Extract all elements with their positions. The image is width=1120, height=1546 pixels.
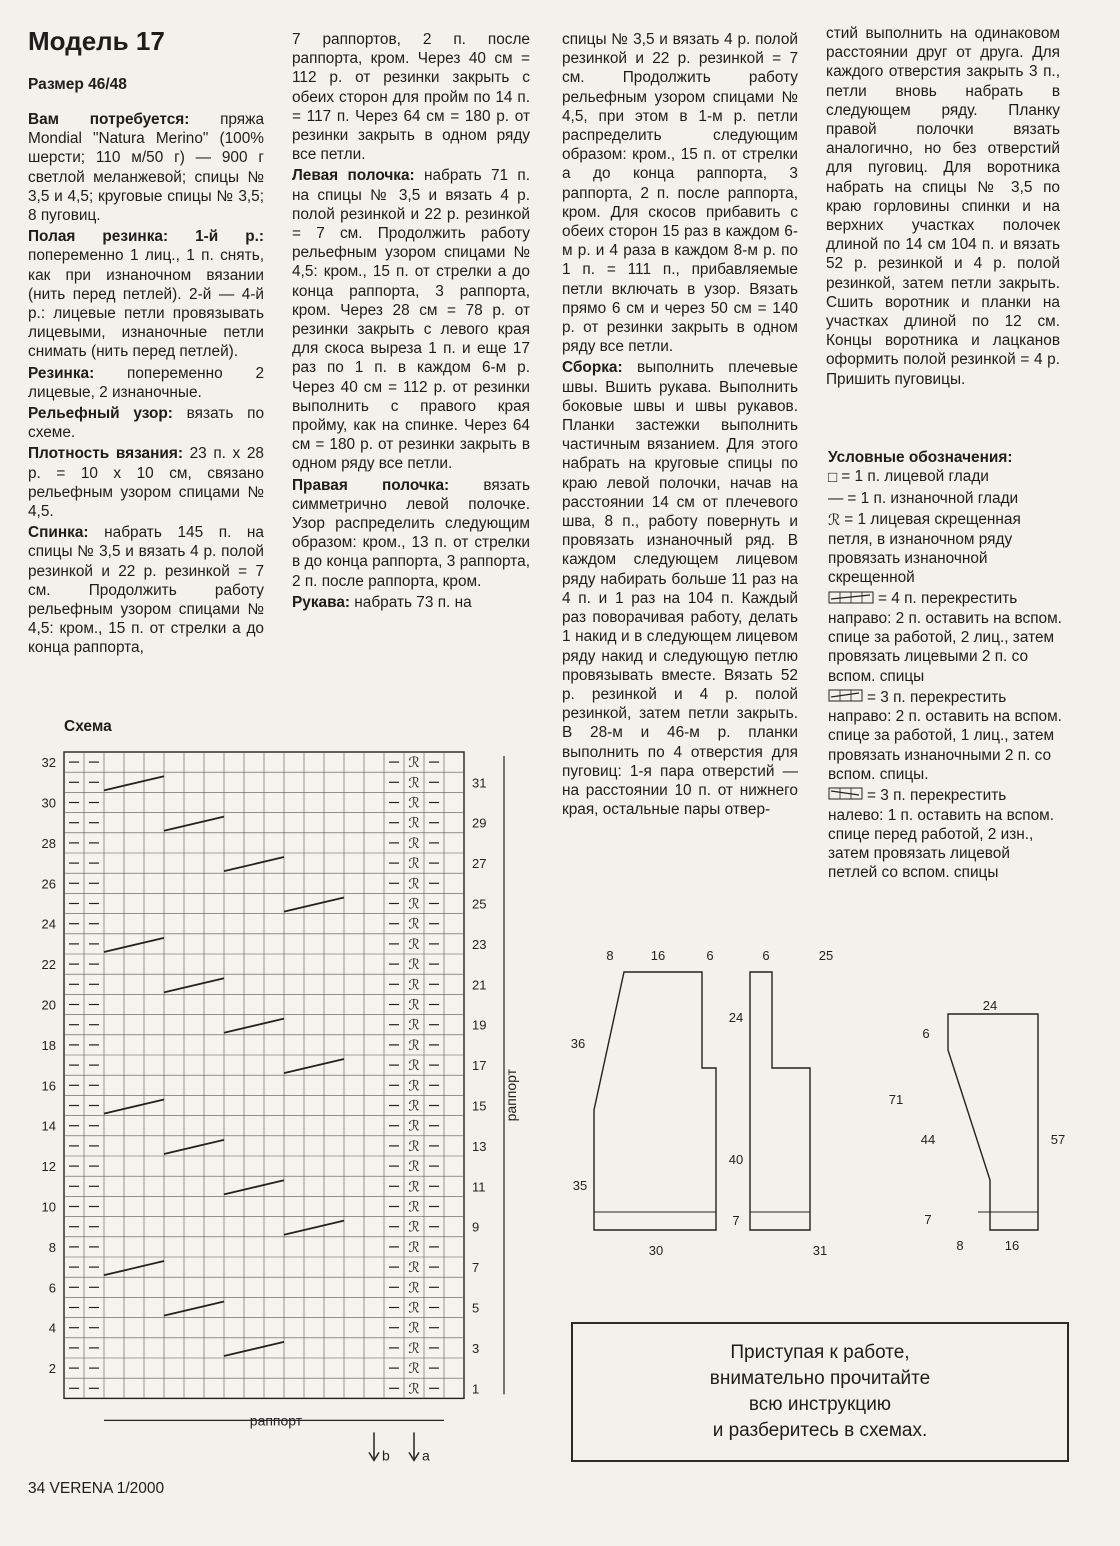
twisted-stitch-mark: ℛ — [408, 956, 420, 973]
row-number-right: 27 — [472, 856, 487, 872]
front-dim: 31 — [812, 1243, 828, 1258]
twisted-stitch-mark: ℛ — [408, 1097, 420, 1114]
row-number-right: 9 — [472, 1219, 480, 1235]
paragraph-heading: Рукава: — [292, 593, 351, 611]
twisted-stitch-mark: ℛ — [408, 1279, 420, 1296]
paragraph-heading: Полая резинка: 1-й р.: — [28, 228, 264, 246]
legend-text: = 4 п. перекрестить направо: 2 п. оставить на вспом. спице за работой, 2 лиц., затем провязать лицевыми 2 п. со вспом. спицы — [828, 590, 1062, 685]
back-dim: 40 — [728, 1152, 744, 1167]
col4-paragraph — [826, 24, 1060, 389]
row-number-left: 10 — [41, 1199, 56, 1215]
paragraph-text: 7 раппортов, 2 п. после раппорта, кром. Через 40 см = 112 р. от резинки закрыть с обеих сторон для пройм по 14 п. = 117 п. Через 64 см = 180 р. от резинки закрыть в одном ряду все петли. — [292, 31, 530, 164]
col3-paragraph — [562, 358, 798, 819]
sleeve-dim: 44 — [920, 1132, 936, 1147]
row-number-right: 5 — [472, 1300, 480, 1316]
front-top-dim: 25 — [818, 948, 834, 963]
legend-item — [828, 489, 1062, 509]
row-number-right: 23 — [472, 936, 487, 952]
front-top-dim: 6 — [762, 948, 770, 963]
sleeve-dim: 16 — [1004, 1238, 1020, 1253]
paragraph-text: вязать симметрично левой полочке. Узор распределить следующим образом: кром., 13 п. от стрелки в до конца раппорта, 3 раппорта, 2 п. после раппорта, кром. — [292, 476, 530, 590]
cable-cross-icon — [828, 786, 863, 805]
twisted-stitch-mark: ℛ — [408, 976, 420, 993]
col1-paragraph — [28, 444, 264, 521]
row-number-right: 3 — [472, 1340, 480, 1356]
text-column-4 — [826, 24, 1060, 391]
front-dim: 71 — [888, 1092, 904, 1107]
sleeve-outline — [948, 1014, 1038, 1230]
twisted-stitch-mark: ℛ — [408, 754, 420, 771]
row-number-right: 7 — [472, 1260, 480, 1276]
twisted-stitch-mark: ℛ — [408, 1137, 420, 1154]
row-number-left: 12 — [41, 1159, 56, 1175]
back-top-dim: 8 — [606, 948, 614, 963]
twisted-stitch-mark: ℛ — [408, 1218, 420, 1235]
col1-paragraph — [28, 110, 264, 225]
twisted-stitch-mark: ℛ — [408, 1238, 420, 1255]
back-dim: 30 — [648, 1243, 664, 1258]
row-number-left: 26 — [41, 876, 56, 892]
page-footer: 34 VERENA 1/2000 — [28, 1480, 165, 1497]
paragraph-text: набрать 145 п. на спицы № 3,5 и вязать 4 р. полой резинкой и 22 р. резинкой = 7 см. Продолжить работу рельефным узором спицами № 4,5: кром., 15 п. от стрелки а до конца раппорта, — [28, 524, 264, 657]
paragraph-heading: Резинка: — [28, 364, 95, 382]
sleeve-dim: 24 — [982, 998, 998, 1013]
sleeve-dim: 6 — [922, 1026, 930, 1041]
twisted-stitch-mark: ℛ — [408, 1158, 420, 1175]
page-title: Модель 17 — [28, 26, 165, 56]
twisted-stitch-mark: ℛ — [408, 875, 420, 892]
twisted-stitch-mark: ℛ — [408, 996, 420, 1013]
purl-stitch-icon: — — [828, 490, 844, 508]
twisted-stitch-mark: ℛ — [408, 895, 420, 912]
bottom-repeat-label: раппорт — [249, 1412, 303, 1429]
row-number-left: 8 — [48, 1239, 56, 1255]
arrow-label-b: b — [382, 1447, 390, 1464]
back-top-dim: 6 — [706, 948, 714, 963]
back-dim: 7 — [732, 1213, 740, 1228]
twisted-stitch-mark: ℛ — [408, 794, 420, 811]
twisted-stitch-mark: ℛ — [408, 1259, 420, 1276]
legend-item — [828, 688, 1062, 784]
paragraph-text: пряжа Mondial "Natura Merino" (100% шерсти; 110 м/50 г) — 900 г светлой меланжевой; спицы № 3,5 и 4,5; круговые спицы № 3,5; 8 пуговиц. — [28, 111, 264, 225]
twisted-stitch-mark: ℛ — [408, 1036, 420, 1053]
paragraph-heading: Вам потребуется: — [28, 111, 190, 128]
twisted-stitch-mark: ℛ — [408, 1057, 420, 1074]
twisted-stitch-mark: ℛ — [408, 1380, 420, 1397]
legend-item — [828, 510, 1062, 587]
paragraph-heading: Правая полочка: — [292, 476, 450, 494]
row-number-right: 17 — [472, 1058, 487, 1074]
twisted-stitch-mark: ℛ — [408, 1077, 420, 1094]
front-outline — [750, 972, 810, 1230]
row-number-left: 14 — [41, 1118, 56, 1134]
twisted-stitch-mark: ℛ — [408, 935, 420, 952]
legend-text: = 1 лицевая скрещенная петля, в изнаночном ряду провязать изнаночной скрещенной — [828, 511, 1021, 587]
legend-items — [828, 467, 1062, 882]
row-number-left: 18 — [41, 1037, 56, 1053]
legend-item — [828, 589, 1062, 685]
sleeve-dim: 7 — [924, 1212, 932, 1227]
paragraph-text: набрать 71 п. на спицы № 3,5 и вязать 4 р. полой резинкой и 22 р. резинкой = 7 см. Продолжить работу рельефным узором спицами № 4,5: кром., 15 п. от стрелки а до конца раппорта, 3 раппорта, кром. Через 28 см = 78 р. от резинки закрыть с левого края для скоса выреза 1 п. и еще 17 раз по 1 п. в каждом 6-м р. Через 40 см = 112 р. от резинки выполнить с правого края пройму, как на спинке. Через 64 см = 180 р. от резинки закрыть в одном ряду все петли. — [292, 167, 531, 473]
paragraph-heading: Сборка: — [562, 359, 623, 377]
twisted-stitch-icon: ℛ — [828, 511, 841, 529]
schema-label: Схема — [64, 718, 112, 735]
notice-line-3: всю инструкцию — [748, 1394, 892, 1415]
paragraph-text: стий выполнить на одинаковом расстоянии друг от друга. Для каждого отверстия закрыть 3 п., петли вновь набрать в следующем ряду. Планку правой полочки вязать аналогично, но без отверстий для пуговиц. Для воротника набрать на спицы № 3,5 по краю горловины спинки и на верхних участках полочек длиной по 14 см 104 п. и вязать 52 р. резинкой и 4 р. полой резинкой, затем петли закрыть. Сшить воротник и планки на участках длиной по 12 см. Концы воротника и лацканов оформить полой резинкой = 4 р. Пришить пуговицы. — [826, 25, 1060, 388]
row-number-right: 19 — [472, 1017, 487, 1033]
twisted-stitch-mark: ℛ — [408, 1016, 420, 1033]
paragraph-heading: Спинка: — [28, 524, 89, 542]
col2-paragraph — [292, 476, 530, 591]
col1-paragraph — [28, 364, 264, 402]
row-number-right: 31 — [472, 775, 487, 791]
row-number-right: 15 — [472, 1098, 487, 1114]
paragraph-text: набрать 73 п. на — [350, 593, 472, 611]
twisted-stitch-mark: ℛ — [408, 1360, 420, 1377]
row-number-left: 32 — [41, 755, 56, 771]
twisted-stitch-mark: ℛ — [408, 1198, 420, 1215]
row-number-right: 11 — [472, 1179, 486, 1195]
legend-block — [828, 448, 1062, 884]
back-dim: 36 — [570, 1036, 586, 1051]
back-outline — [594, 972, 716, 1230]
paragraph-heading: Левая полочка: — [292, 167, 415, 185]
legend-text: = 1 п. изнаночной глади — [847, 489, 1019, 507]
notice-line-1: Приступая к работе, — [730, 1342, 910, 1363]
paragraph-text: 23 п. х 28 р. = 10 х 10 см, связано рельефным узором спицами № 4,5. — [28, 445, 264, 521]
row-number-right: 21 — [472, 977, 487, 993]
twisted-stitch-mark: ℛ — [408, 1319, 420, 1336]
side-repeat-label: раппорт — [503, 1068, 519, 1122]
paragraph-heading: Плотность вязания: — [28, 445, 183, 463]
paragraph-heading: Рельефный узор: — [28, 405, 173, 423]
row-number-right: 29 — [472, 815, 487, 831]
twisted-stitch-mark: ℛ — [408, 774, 420, 791]
col2-paragraph — [292, 30, 530, 164]
twisted-stitch-mark: ℛ — [408, 1299, 420, 1316]
notice-box — [571, 1322, 1069, 1462]
legend-text: = 3 п. перекрестить направо: 2 п. оставить на вспом. спице за работой, 1 лиц., затем провязать изнаночными 2 п. со вспом. спицы. — [828, 688, 1062, 783]
twisted-stitch-mark: ℛ — [408, 1117, 420, 1134]
text-column-3 — [562, 30, 798, 821]
legend-item — [828, 786, 1062, 882]
row-number-left: 4 — [48, 1320, 56, 1336]
col2-paragraph — [292, 166, 530, 473]
legend-text: = 1 п. лицевой глади — [841, 468, 989, 486]
notice-line-4: и разберитесь в схемах. — [712, 1420, 928, 1441]
paragraph-text: попеременно 2 лицевые, 2 изнаночные. — [28, 364, 264, 401]
cable-cross-icon — [828, 688, 863, 707]
back-dim: 35 — [572, 1178, 588, 1193]
twisted-stitch-mark: ℛ — [408, 814, 420, 831]
col1-paragraph — [28, 227, 264, 361]
back-top-dim: 16 — [650, 948, 666, 963]
notice-line-2: внимательно прочитайте — [709, 1368, 931, 1389]
row-number-left: 22 — [41, 957, 56, 973]
legend-item — [828, 467, 1062, 487]
row-number-left: 20 — [41, 997, 56, 1013]
twisted-stitch-mark: ℛ — [408, 834, 420, 851]
col1-paragraph — [28, 523, 264, 657]
row-number-left: 30 — [41, 795, 56, 811]
twisted-stitch-mark: ℛ — [408, 1178, 420, 1195]
sleeve-dim: 57 — [1050, 1132, 1066, 1147]
knit-stitch-icon: □ — [828, 468, 838, 486]
paragraph-text: попеременно 1 лиц., 1 п. снять, как при изнаночном вязании (нить перед петлей). 2-й — 4-й р.: лицевые петли провязывать лицевыми, изнаночные петли снимать (нить перед петлей). — [28, 247, 264, 361]
paragraph-text: вязать по схеме. — [28, 405, 264, 442]
legend-text: = 3 п. перекрестить налево: 1 п. оставить на вспом. спице перед работой, 2 изн., затем провязать лицевой петлей со вспом. спицы — [828, 787, 1055, 882]
row-number-right: 25 — [472, 896, 487, 912]
cable-cross-icon — [828, 590, 874, 609]
garment-pattern-diagram — [560, 930, 1080, 1310]
row-number-right: 13 — [472, 1138, 487, 1154]
paragraph-text: спицы № 3,5 и вязать 4 р. полой резинкой и 22 р. резинкой = 7 см. Продолжить работу рельефным узором спицами № 4,5, при этом в 1-м р. петли распределить следующим образом: кром., 15 п. от стрелки а до конца раппорта, 3 раппорта, 2 п. после раппорта, кром. Для скосов прибавить с обеих сторон 15 раз в каждом 6-м р. и 4 раза в каждом 8-м р. по 1 п. = 111 п., прибавляемые петли включать в узор. Вязать прямо 6 см и через 50 см = 140 р. от резинки закрыть в одном ряду все петли. — [562, 31, 798, 356]
twisted-stitch-mark: ℛ — [408, 915, 420, 932]
col3-paragraph — [562, 30, 798, 356]
col1-paragraph — [28, 404, 264, 442]
row-number-left: 6 — [48, 1280, 56, 1296]
knitting-chart — [0, 740, 560, 1470]
col2-paragraph — [292, 593, 530, 612]
row-number-left: 16 — [41, 1078, 56, 1094]
size-heading: Размер 46/48 — [28, 76, 127, 93]
chart-grid — [64, 752, 464, 1398]
text-column-1 — [28, 110, 264, 660]
back-dim: 24 — [728, 1010, 744, 1025]
arrow-label-a: a — [422, 1447, 430, 1464]
twisted-stitch-mark: ℛ — [408, 855, 420, 872]
paragraph-text: выполнить плечевые швы. Вшить рукава. Выполнить боковые швы и швы рукавов. Планки застежки выполнить частичным вязанием. Для этого набрать на круговые спицы по краю левой полочки, начав на расстоянии 14 см от плечевого шва, 8 п., работу повернуть и провязать изнаночный ряд. В каждом следующем лицевом ряду набирать больше 11 раз на 4 п. и 1 раз на 104 п. Каждый раз поворачивая работу, делать 1 накид и в следующем лицевом ряду накид и следующую петлю провязывать вместе. Вязать 52 р. резинкой и 4 р. полой резинкой, затем петли закрыть. В 28-м и 46-м р. планки выполнить по 4 отверстия для пуговиц: 1-я пара отверстий — на расстоянии 10 п. от нижнего края, остальные пары отвер- — [562, 359, 798, 819]
row-number-right: 1 — [472, 1381, 480, 1397]
row-number-left: 28 — [41, 835, 56, 851]
text-column-2 — [292, 30, 530, 614]
twisted-stitch-mark: ℛ — [408, 1339, 420, 1356]
row-number-left: 2 — [48, 1361, 56, 1377]
row-number-left: 24 — [41, 916, 56, 932]
legend-title: Условные обозначения: — [828, 449, 1013, 466]
sleeve-dim: 8 — [956, 1238, 964, 1253]
